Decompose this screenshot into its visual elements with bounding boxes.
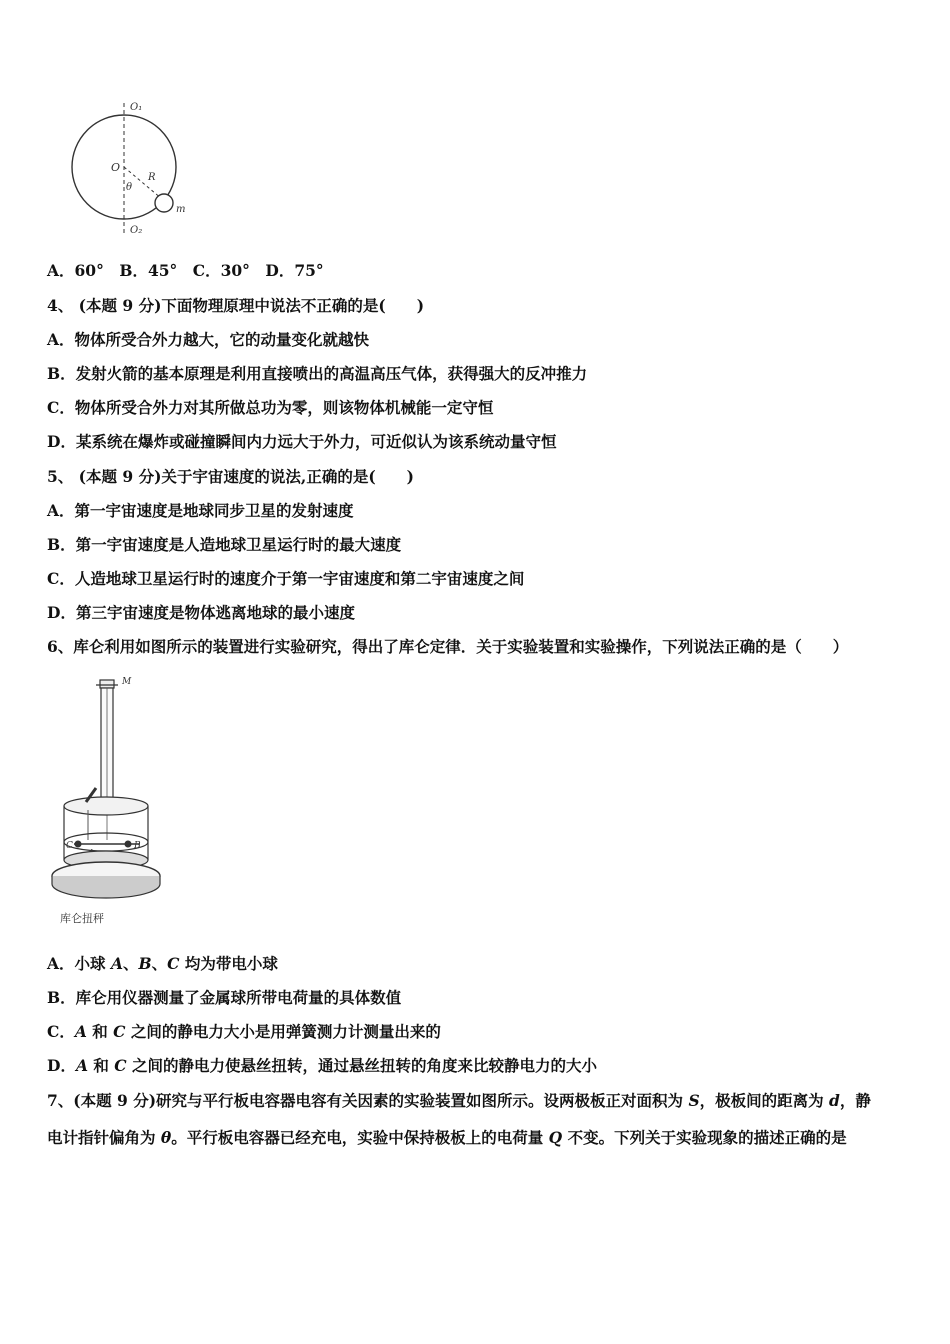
label-o2: O₂ [130, 225, 143, 236]
q7-line2 [47, 1128, 847, 1148]
q6-option-b: B．库仑用仪器测量了金属球所带电荷量的具体数值 [47, 988, 402, 1007]
q7-l1-mid: ，极板间的距离为 [699, 1091, 830, 1110]
q4-option-a: A．物体所受合外力越大，它的动量变化就越快 [47, 330, 370, 349]
q6-option-d [47, 1056, 597, 1076]
q6-d-var1: A [75, 1056, 88, 1075]
q6-d-mid: 和 [87, 1056, 115, 1075]
q7-l1-var1: S [688, 1091, 700, 1110]
q5-option-d: D．第三宇宙速度是物体逃离地球的最小速度 [47, 603, 355, 622]
q7-l2-pre: 电计指针偏角为 [47, 1128, 161, 1147]
q6-a-post: 均为带电小球 [179, 954, 278, 973]
q6-d-pre: D． [47, 1056, 76, 1075]
torsion-balance-caption: 库仑扭秤 [60, 912, 104, 925]
label-o1: O₁ [130, 102, 143, 113]
torsion-balance-figure [48, 672, 168, 912]
q7-l1-post: ，静 [839, 1091, 871, 1110]
q6-c-var1: A [74, 1022, 87, 1041]
q6-c-mid: 和 [86, 1022, 114, 1041]
q6-stem: 6、库仑利用如图所示的装置进行实验研究，得出了库仑定律．关于实验装置和实验操作，下列说法正确的是（ ） [47, 637, 849, 656]
q6-a-var2: B [138, 954, 152, 973]
label-c: C [66, 841, 73, 851]
q7-l2-var1: θ [160, 1128, 172, 1147]
q6-d-post: 之间的静电力使悬丝扭转，通过悬丝扭转的角度来比较静电力的大小 [126, 1056, 598, 1075]
q4-stem: 4、 (本题 9 分)下面物理原理中说法不正确的是( ) [47, 296, 425, 315]
label-b: B [134, 841, 141, 851]
q6-d-var2: C [114, 1056, 127, 1075]
q4-option-b: B．发射火箭的基本原理是利用直接喷出的高温高压气体，获得强大的反冲推力 [47, 364, 588, 383]
q7-l1-pre: 7、(本题 9 分)研究与平行板电容器电容有关因素的实验装置如图所示。设两极板正对面积为 [47, 1091, 689, 1110]
q3-options: A．60° B．45° C．30° D．75° [47, 261, 324, 280]
q7-l2-mid: 。平行板电容器已经充电，实验中保持极板上的电荷量 [171, 1128, 549, 1147]
q6-c-post: 之间的静电力大小是用弹簧测力计测量出来的 [125, 1022, 441, 1041]
q6-a-var3: C [167, 954, 180, 973]
label-m: m [176, 204, 186, 215]
q6-a-pre: A．小球 [47, 954, 111, 973]
label-o: O [111, 161, 121, 174]
top-knob [100, 680, 114, 688]
q4-option-c: C．物体所受合外力对其所做总功为零，则该物体机械能一定守恒 [47, 398, 494, 417]
q6-a-var1: A [110, 954, 123, 973]
q5-stem: 5、 (本题 9 分)关于宇宙速度的说法,正确的是( ) [47, 467, 414, 486]
q4-option-d: D．某系统在爆炸或碰撞瞬间内力远大于外力，可近似认为该系统动量守恒 [47, 432, 557, 451]
label-m-top: M [122, 677, 132, 687]
q5-option-c: C．人造地球卫星运行时的速度介于第一宇宙速度和第二宇宙速度之间 [47, 569, 525, 588]
label-theta: θ [126, 182, 133, 193]
circle-track-figure [62, 95, 202, 245]
q6-a-sep2: 、 [151, 954, 168, 973]
q6-c-pre: C． [47, 1022, 75, 1041]
label-r: R [148, 172, 156, 183]
q6-option-c [47, 1022, 441, 1042]
q6-c-var2: C [113, 1022, 126, 1041]
q6-option-a [47, 954, 278, 974]
q7-l2-var2: Q [548, 1128, 563, 1147]
q7-l2-post: 不变。下列关于实验现象的描述正确的是 [562, 1128, 847, 1147]
q5-option-a: A．第一宇宙速度是地球同步卫星的发射速度 [47, 501, 354, 520]
ball [155, 194, 173, 212]
top-cover [64, 797, 148, 815]
q7-l1-var2: d [829, 1091, 840, 1110]
q6-a-sep1: 、 [122, 954, 139, 973]
q5-option-b: B．第一宇宙速度是人造地球卫星运行时的最大速度 [47, 535, 402, 554]
q7-line1 [47, 1091, 871, 1111]
